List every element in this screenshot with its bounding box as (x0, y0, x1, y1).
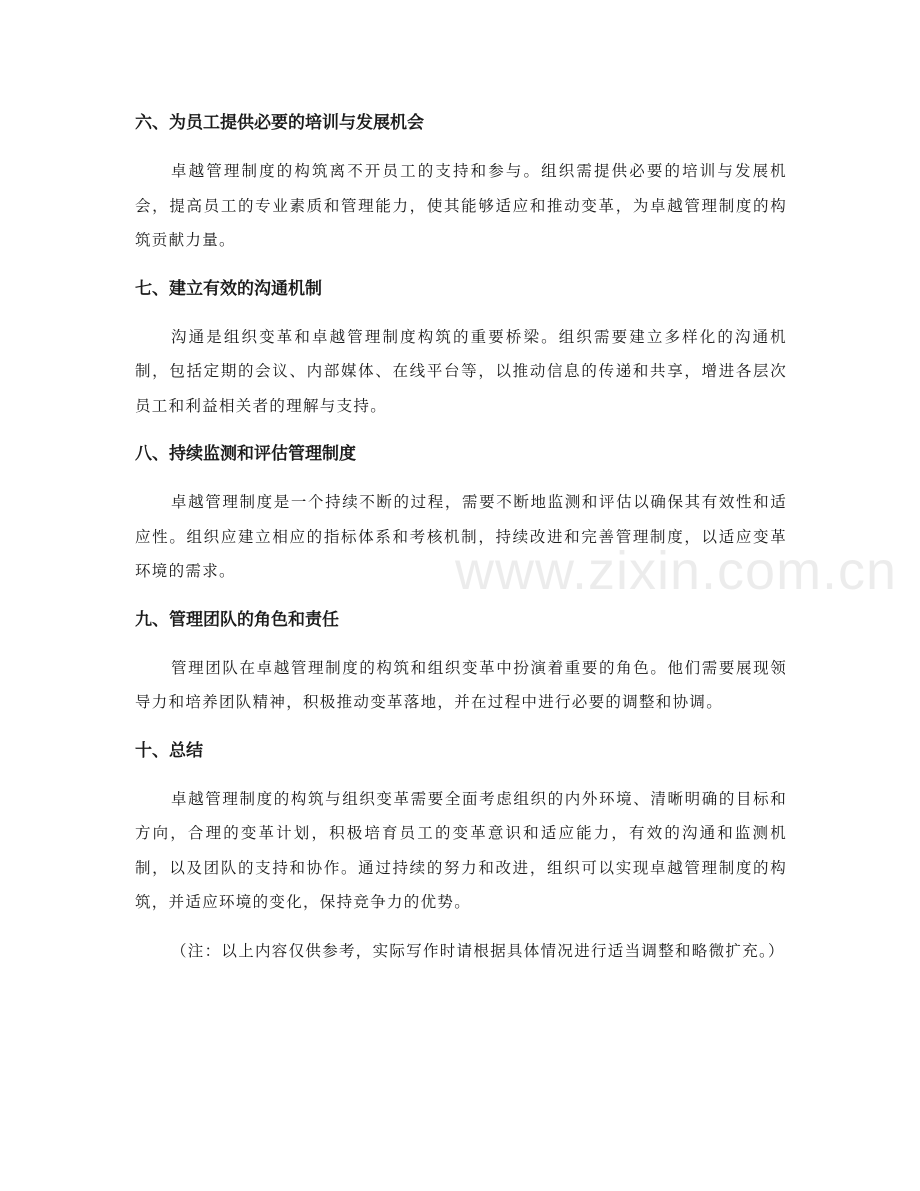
document-body (135, 106, 787, 982)
section-7 (135, 272, 787, 424)
section-heading: 八、持续监测和评估管理制度 (135, 444, 356, 464)
section-heading: 十、总结 (135, 740, 203, 761)
footnote-note: （注：以上内容仅供参考，实际写作时请根据具体情况进行适当调整和略微扩充。） (171, 941, 785, 960)
section-10 (135, 734, 787, 920)
section-paragraph: 管理团队在卓越管理制度的构筑和组织变革中扮演着重要的角色。他们需要展现领导力和培养团队精神，积极推动变革落地，并在过程中进行必要的调整和协调。 (135, 658, 787, 711)
section-paragraph: 卓越管理制度是一个持续不断的过程，需要不断地监测和评估以确保其有效性和适应性。组织应建立相应的指标体系和考核机制，持续改进和完善管理制度，以适应变革环境的需求。 (135, 493, 787, 580)
section-heading: 九、管理团队的角色和责任 (135, 609, 339, 630)
section-paragraph: 卓越管理制度的构筑与组织变革需要全面考虑组织的内外环境、清晰明确的目标和方向，合理的变革计划，积极培育员工的变革意识和适应能力，有效的沟通和监测机制，以及团队的支持和协作。通过持续的努力和改进，组织可以实现卓越管理制度的构筑，并适应环境的变化，保持竞争力的优势。 (135, 789, 787, 911)
section-9 (135, 603, 787, 720)
section-heading: 七、建立有效的沟通机制 (135, 278, 322, 299)
section-paragraph: 卓越管理制度的构筑离不开员工的支持和参与。组织需提供必要的培训与发展机会，提高员工的专业素质和管理能力，使其能够适应和推动变革，为卓越管理制度的构筑贡献力量。 (135, 162, 787, 249)
section-paragraph: 沟通是组织变革和卓越管理制度构筑的重要桥梁。组织需要建立多样化的沟通机制，包括定期的会议、内部媒体、在线平台等，以推动信息的传递和共享，增进各层次员工和利益相关者的理解与支持。 (135, 327, 787, 415)
section-6 (135, 106, 787, 258)
section-heading: 六、为员工提供必要的培训与发展机会 (135, 113, 424, 133)
section-8 (135, 437, 787, 589)
watermark-text: www.zixin.com.cn (455, 541, 898, 601)
